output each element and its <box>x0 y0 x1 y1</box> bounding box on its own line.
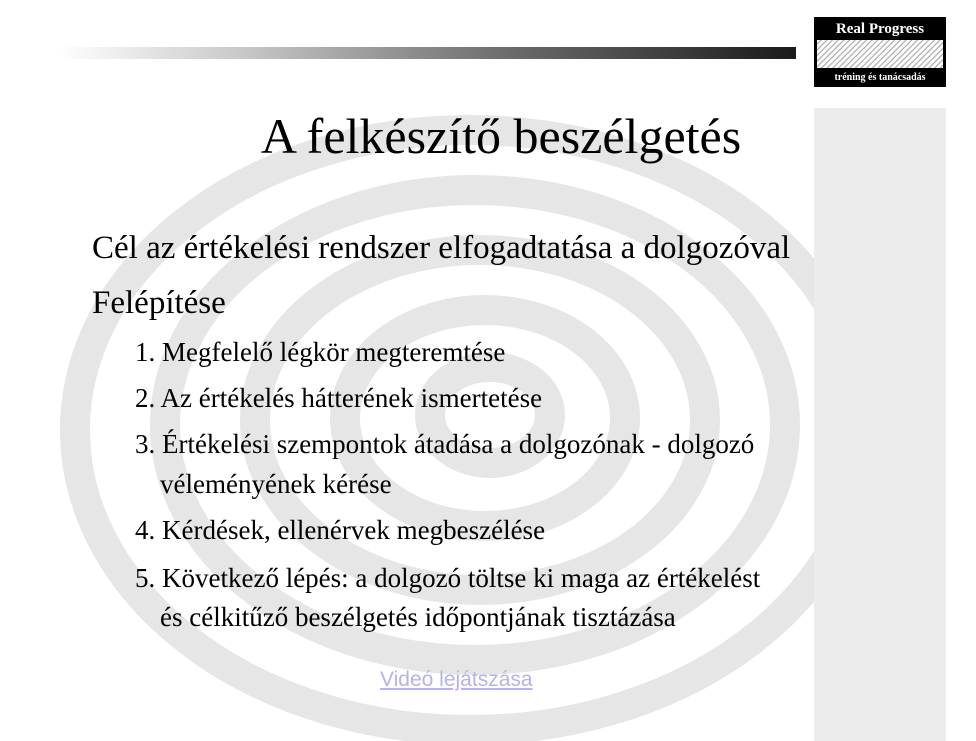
header-gradient-bar <box>58 47 796 59</box>
list-item-1: 1. Megfelelő légkör megteremtése <box>135 337 506 367</box>
list-item-2: 2. Az értékelés hátterének ismertetése <box>135 383 543 413</box>
list-item-5-continuation: és célkitűző beszélgetés időpontjának tisztázása <box>160 602 676 632</box>
logo-top-text: Real Progress <box>835 21 925 37</box>
list-item-3-continuation: véleményének kérése <box>160 469 392 499</box>
list-item-4: 4. Kérdések, ellenérvek megbeszélése <box>135 515 546 545</box>
list-item-5: 5. Következő lépés: a dolgozó töltse ki maga az értékelést <box>135 563 761 593</box>
slide-title: A felkészítő beszélgetés <box>260 108 742 164</box>
play-video-link[interactable]: Videó lejátszása <box>380 668 533 691</box>
structure-heading: Felépítése <box>92 285 226 321</box>
logo-bottom-text: tréning és tanácsadás <box>834 72 926 83</box>
list-item-3: 3. Értékelési szempontok átadása a dolgozónak - dolgozó <box>135 429 755 459</box>
goal-line: Cél az értékelési rendszer elfogadtatása a dolgozóval <box>92 230 791 266</box>
company-logo <box>814 17 946 87</box>
logo-pattern <box>817 40 943 68</box>
side-band <box>814 108 946 741</box>
